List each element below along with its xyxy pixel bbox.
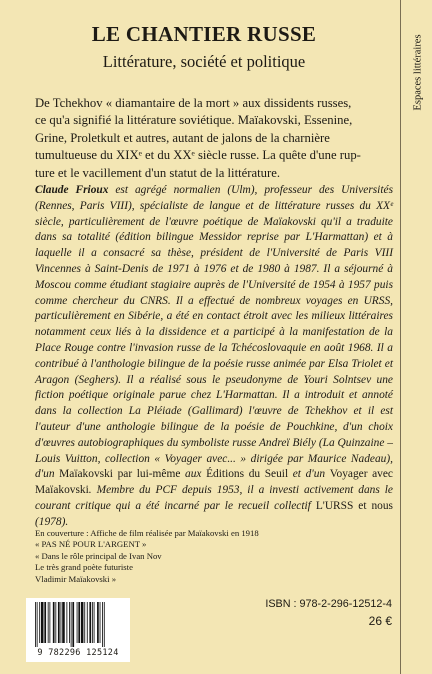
intro-line: tumultueuse du XIXᵉ et du XXᵉ siècle russe. La quête d'une rup- [35, 148, 361, 163]
price: 26 € [368, 614, 392, 628]
author-bio-text: . Membre du PCF depuis 1953, il a investi activement dans le courant critique qui a été incarné par le recueil collectif [35, 484, 393, 512]
author-bio-text: aux [180, 468, 207, 481]
spine-label-text: Espaces littéraires [412, 33, 424, 111]
book-title: LE CHANTIER RUSSE [91, 22, 317, 46]
author-bio [35, 183, 393, 531]
author-bio-text: , collection « Voyager avec... » dirigée par Maurice Nadeau), d'un [35, 452, 393, 481]
credit-line: « PAS NÉ POUR L'ARGENT » [35, 539, 147, 550]
author-bio-title: Maïakovski par lui-même [59, 468, 181, 481]
intro-line: Grine, Proletkult et autres, autant de jalons de la charnière [35, 130, 330, 145]
barcode-bars [34, 602, 122, 647]
isbn: ISBN : 978-2-296-12512-4 [265, 598, 392, 610]
intro-line: ture et le vacillement d'un statut de la littérature. [35, 165, 281, 180]
intro-line: De Tchekhov « diamantaire de la mort » aux dissidents russes, [35, 96, 352, 110]
author-bio-title: Éditions du Seuil [206, 468, 289, 481]
author-bio-text: (1978). [35, 515, 69, 528]
barcode-digits: 9 782296 125124 [37, 648, 119, 658]
author-bio-text: est agrégé normalien (Ulm), professeur des Universités (Rennes, Paris VIII), spécialiste de langue et de littérature russes du XXᵉ siècle, particulièrement de l'œuvre poétique de Maïakovski qu'il a traduite dans sa totalité (édition bilingue Messidor reprise par L'Harmattan) et à laquelle il a consacré sa thèse, président de l'Université de Paris VIII Vincennes à Saint-Denis de 1971 à 1976 et de 1980 à 1987. Il a séjourné à Moscou comme étudiant stagiaire auprès de l'Université de 1954 à 1957 puis comme chercheur du CNRS. Il a effectué de nombreux voyages en URSS, particulièrement en Sibérie, a été en contact étroit avec les milieux littéraires notamment ceux liés à la dissidence et a participé à la manifestation de la Place Rouge contre l'invasion russe de la Tchécoslovaquie en août 1968. Il a contribué à l'anthologie bilingue de la poésie russe animée par Elsa Triolet et Aragon (Seghers). Il a réalisé sous le pseudonyme de Youri Solntsev une fiction poétique originale parue chez L'Harmattan. Il a introduit et annoté dans la collection La Pléiade (Gallimard) l'œuvre de Tchekhov et il est l'auteur d'une anthologie bilingue de la poésie de Pouchkine, d'un choix d'œuvres autobiographiques du symboliste russe Andreï Biély [35, 184, 394, 449]
credit-line: Vladimir Maïakovski » [35, 573, 117, 584]
book-subtitle: Littérature, société et politique [102, 52, 306, 71]
author-bio-title: Voyager avec Maïakovski [35, 468, 393, 497]
credit-line: En couverture : Affiche de film réalisée par Maïakovski en 1918 [35, 528, 259, 538]
credit-line: Le très grand poète futuriste [35, 562, 133, 573]
credit-line: « Dans le rôle principal de Ivan Nov [35, 550, 162, 561]
author-bio-text: et d'un [288, 468, 330, 481]
author-bio-text: (La Quinzaine – Louis Vuitton [35, 436, 394, 465]
spine-label [409, 12, 427, 132]
cover-credits [35, 528, 335, 585]
author-bio-title: L'URSS et nous [315, 499, 393, 512]
author-name: Claude Frioux [35, 184, 109, 196]
barcode [26, 598, 130, 662]
intro-line: ce qu'a signifié la littérature soviétique. Maïakovski, Essenine, [35, 113, 353, 128]
intro-paragraph [35, 95, 391, 182]
spine-divider [400, 0, 401, 674]
